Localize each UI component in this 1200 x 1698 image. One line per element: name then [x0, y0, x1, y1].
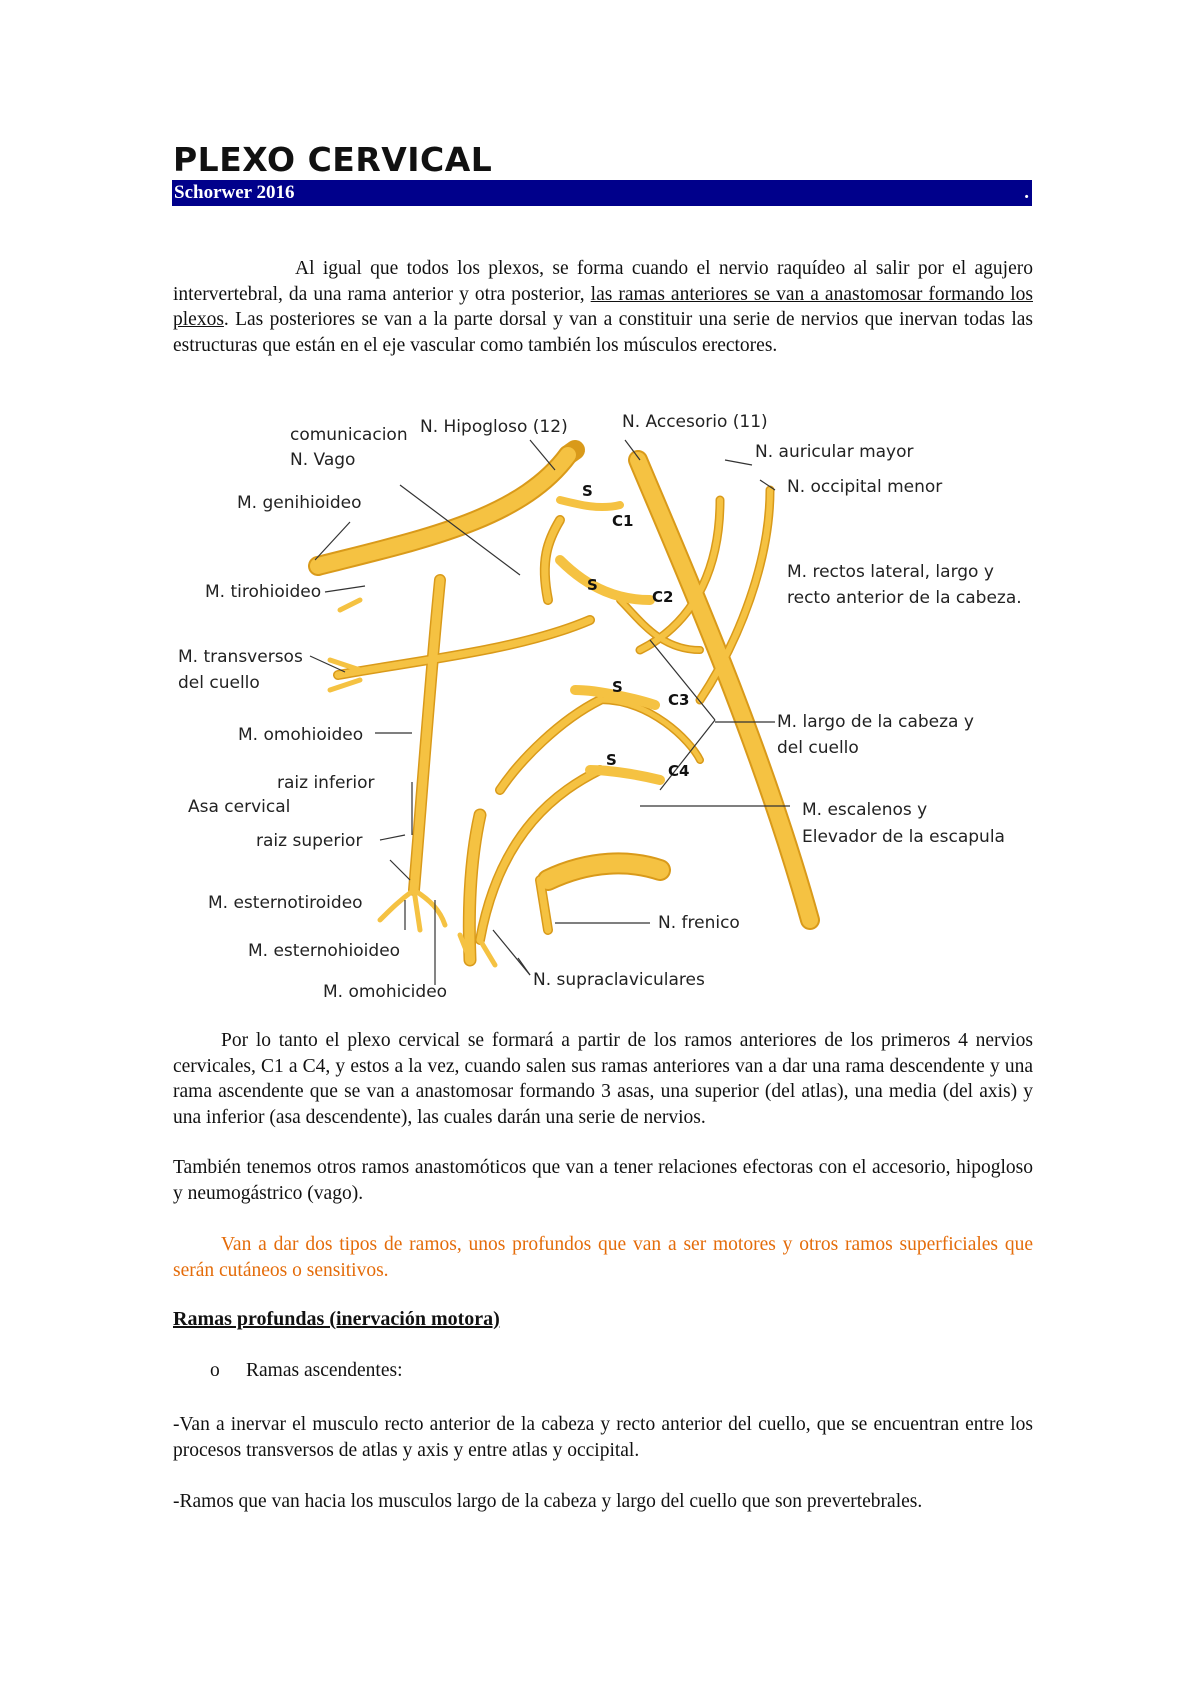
label-s3: S — [612, 678, 623, 696]
label-transversos-1: M. transversos — [178, 647, 303, 667]
label-raiz-inferior: raiz inferior — [277, 773, 375, 793]
label-s2: S — [587, 576, 598, 594]
intro-text-1: Al igual que todos los plexos, se forma cuando el nervio raquídeo al salir por el agujero intervertebral, da una rama anterior y otra posterior, — [173, 258, 1033, 305]
intro-underlined-text: las ramas anteriores se van a anastomosar formando los plexos — [173, 283, 1033, 330]
label-transversos-2: del cuello — [178, 673, 260, 693]
label-escalenos-1: M. escalenos y — [802, 800, 928, 820]
intro-text-2: . Las posteriores se van a la parte dorsal y van a constituir una serie de nervios que inervan todas las estructuras que están en el eje vascular como también los músculos erectores. — [173, 309, 1033, 356]
label-auricular: N. auricular mayor — [755, 442, 914, 462]
bullet-item-ascending — [210, 1360, 403, 1382]
label-c1: C1 — [612, 512, 634, 530]
label-asa-cervical: Asa cervical — [188, 797, 291, 817]
page-title: PLEXO CERVICAL — [173, 140, 493, 179]
label-comunicacion: comunicacion — [290, 425, 408, 445]
paragraph-plexus-formation: Por lo tanto el plexo cervical se formará a partir de los ramos anteriores de los primeros 4 nervios cervicales, C1 a C4, y estos a la vez, cuando salen sus ramas anteriores van a dar una rama descendente y una rama ascendente que se van a anastomosar formando 3 asas, una superior (del atlas), una media (del axis) y una inferior (asa descendente), las cuales darán una serie de nervios. — [173, 1030, 1033, 1128]
paragraph-anastomotic-branches: También tenemos otros ramos anastomóticos que van a tener relaciones efectoras con el accesorio, hipogloso y neumogástrico (vago). — [173, 1157, 1033, 1204]
section-heading-deep-branches: Ramas profundas (inervación motora) — [173, 1308, 500, 1330]
paragraph-rectus-muscles: -Van a inervar el musculo recto anterior de la cabeza y recto anterior del cuello, que se encuentran entre los procesos transversos de atlas y axis y entre atlas y occipital. — [173, 1414, 1033, 1461]
label-n-vago: N. Vago — [290, 450, 356, 470]
label-occipital: N. occipital menor — [787, 477, 943, 497]
label-accesorio: N. Accesorio (11) — [622, 412, 768, 432]
label-omohicideo: M. omohicideo — [323, 982, 448, 1002]
nerve-drawing — [318, 450, 810, 965]
label-largo-1: M. largo de la cabeza y — [777, 712, 974, 732]
label-genihioideo: M. genihioideo — [237, 493, 362, 513]
label-c4: C4 — [668, 762, 690, 780]
label-rectos-1: M. rectos lateral, largo y — [787, 562, 994, 582]
subtitle-dot: . — [1024, 182, 1029, 203]
label-tirohioideo: M. tirohioideo — [205, 582, 322, 602]
label-esternohioideo: M. esternohioideo — [248, 941, 401, 961]
bullet-mark: o — [210, 1360, 220, 1381]
paragraph-longus-muscles: -Ramos que van hacia los musculos largo de la cabeza y largo del cuello que son prevertebrales. — [173, 1491, 923, 1512]
diagram-labels — [178, 412, 1022, 1002]
label-c3: C3 — [668, 691, 690, 709]
label-raiz-superior: raiz superior — [256, 831, 363, 851]
label-hipogloso: N. Hipogloso (12) — [420, 417, 568, 437]
label-omohioideo: M. omohioideo — [238, 725, 364, 745]
label-frenico: N. frenico — [658, 913, 740, 933]
label-s4: S — [606, 751, 617, 769]
subtitle-text: Schorwer 2016 — [174, 182, 295, 203]
label-escalenos-2: Elevador de la escapula — [802, 827, 1005, 847]
label-largo-2: del cuello — [777, 738, 859, 758]
paragraph-branch-types: Van a dar dos tipos de ramos, unos profundos que van a ser motores y otros ramos superficiales que serán cutáneos o sensitivos. — [173, 1234, 1033, 1281]
label-c2: C2 — [652, 588, 674, 606]
label-s1: S — [582, 482, 593, 500]
bullet-text: Ramas ascendentes: — [246, 1360, 403, 1381]
label-rectos-2: recto anterior de la cabeza. — [787, 588, 1022, 608]
label-esternotiroideo: M. esternotiroideo — [208, 893, 363, 913]
label-supraclaviculares: N. supraclaviculares — [533, 970, 705, 990]
